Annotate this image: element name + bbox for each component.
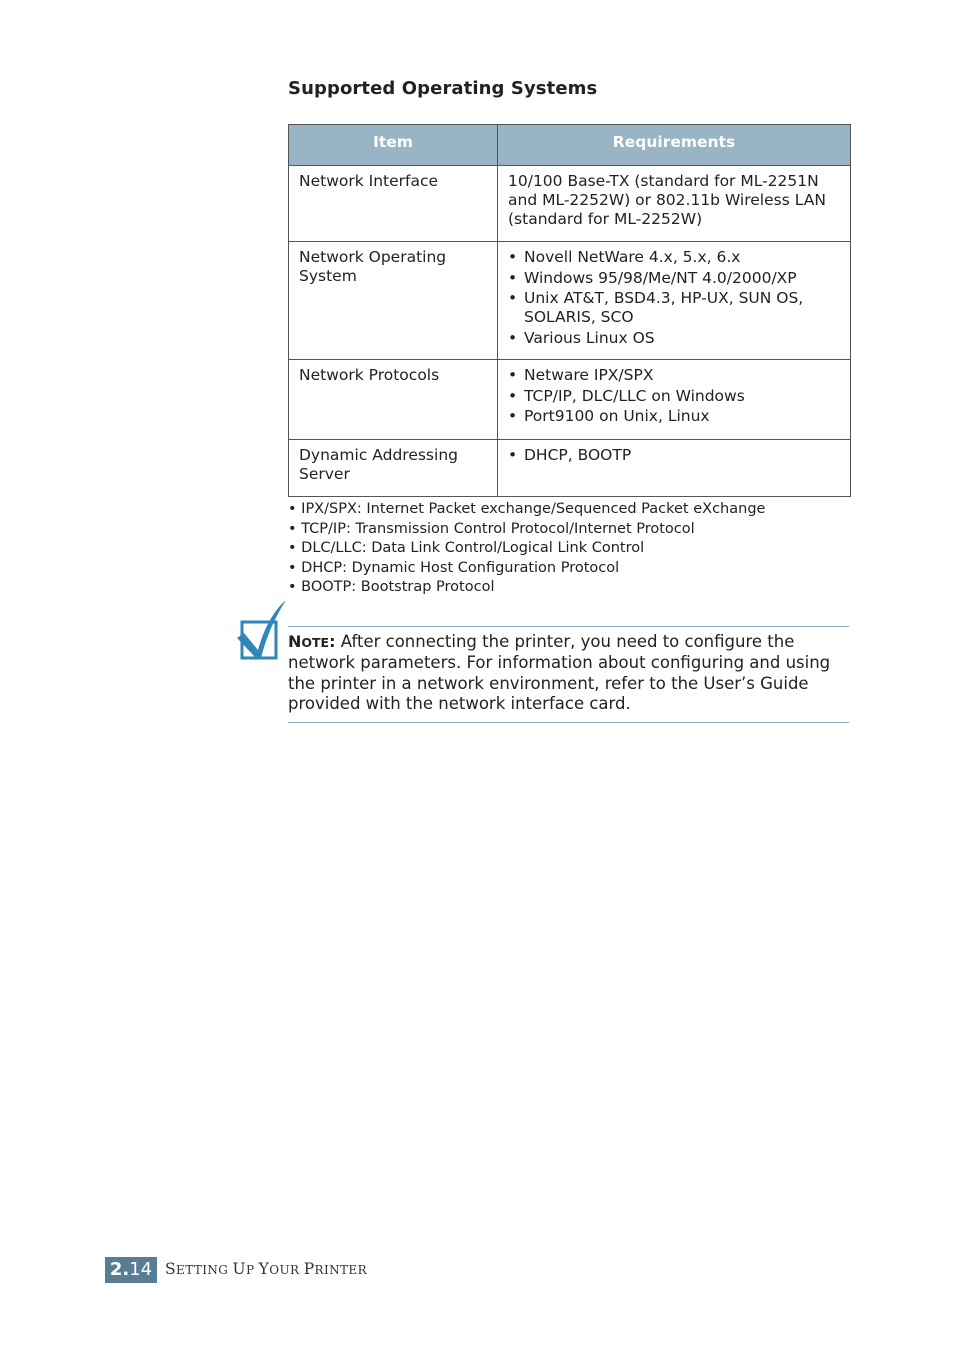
abbreviation-item: • DHCP: Dynamic Host Configuration Protocol [288,559,620,576]
row-item: Network Interface [289,166,498,242]
header-requirements: Requirements [498,125,851,166]
row-item: Network Protocols [289,360,498,440]
row-requirements: 10/100 Base-TX (standard for ML-2251N and ML-2252W) or 802.11b Wireless LAN (standard for ML-2252W) [498,166,851,242]
abbreviation-list [288,500,765,598]
table-row [289,166,851,242]
chapter-title: SETTING UP YOUR PRINTER [165,1260,368,1278]
requirements-list [508,446,840,465]
row-item: Dynamic Addressing Server [289,440,498,497]
requirements-table [288,124,851,497]
table-row [289,242,851,360]
list-item: • Netware IPX/SPX [508,366,840,385]
section-title: Supported Operating Systems [288,78,598,99]
list-item: • Unix AT&T, BSD4.3, HP-UX, SUN OS, SOLARIS, SCO [508,289,840,327]
list-item: • DHCP, BOOTP [508,446,840,465]
note-text: After connecting the printer, you need to configure the network parameters. For information about configuring and using the printer in a network environment, refer to the User’s Guide provided with the network interface card. [288,632,831,714]
list-item: • Various Linux OS [508,329,840,348]
page-number-badge: 2.14 [105,1257,157,1283]
abbreviation-item: • IPX/SPX: Internet Packet exchange/Sequenced Packet eXchange [288,501,766,517]
list-item: • Windows 95/98/Me/NT 4.0/2000/XP [508,269,840,288]
table-row [289,440,851,497]
header-item: Item [289,125,498,166]
requirements-list [508,248,840,348]
row-item: Network Operating System [289,242,498,360]
checkmark-note-icon [236,598,288,662]
note-label: NOTE: [288,632,336,651]
row-requirements [498,440,851,497]
abbreviation-item: • BOOTP: Bootstrap Protocol [288,579,495,596]
list-item: • Port9100 on Unix, Linux [508,407,840,426]
row-requirements [498,242,851,360]
list-item: • Novell NetWare 4.x, 5.x, 6.x [508,248,840,267]
abbreviation-item: • DLC/LLC: Data Link Control/Logical Link Control [288,540,645,557]
table-row [289,360,851,440]
requirements-list [508,366,840,426]
row-requirements [498,360,851,440]
abbreviation-item: • TCP/IP: Transmission Control Protocol/Internet Protocol [288,520,695,537]
note-box [288,626,849,723]
table-header-row [289,125,851,166]
list-item: • TCP/IP, DLC/LLC on Windows [508,387,840,406]
